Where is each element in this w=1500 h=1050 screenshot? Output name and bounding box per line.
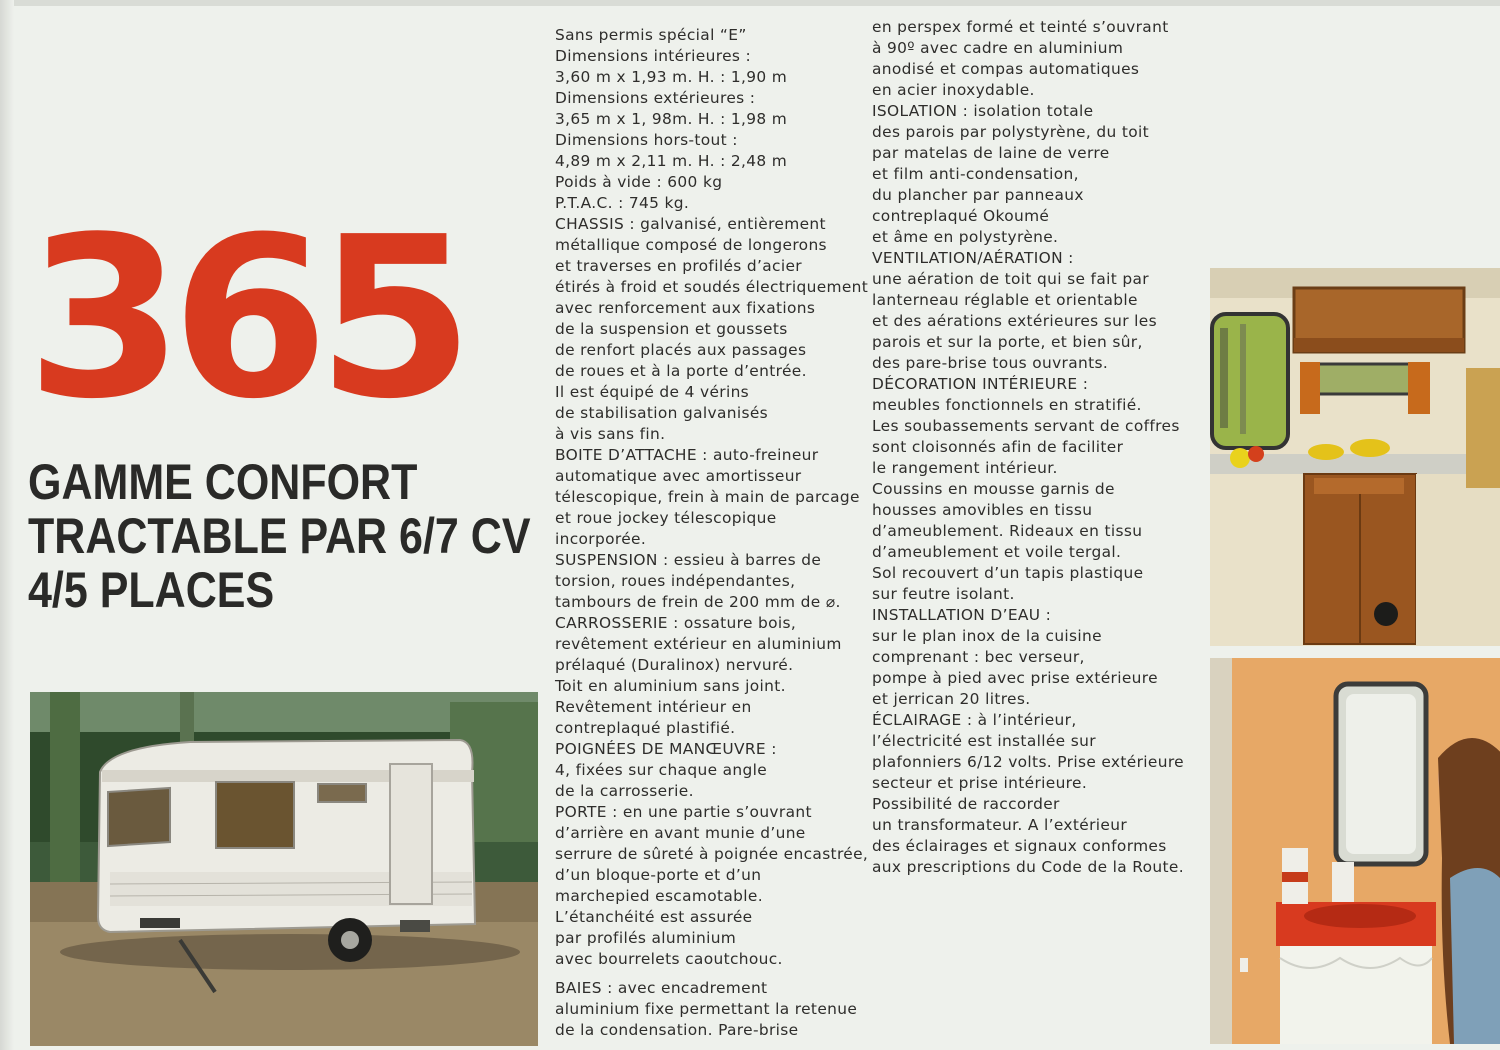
spec-line: à vis sans fin.: [555, 425, 666, 443]
spec-line: incorporée.: [555, 530, 647, 548]
spec-line: de la carrosserie.: [555, 782, 694, 800]
spec-line: automatique avec amortisseur: [555, 467, 802, 485]
spec-line: sur feutre isolant.: [872, 585, 1015, 603]
spec-line: INSTALLATION D’EAU :: [872, 606, 1052, 624]
spec-line: housses amovibles en tissu: [872, 501, 1093, 519]
spec-line: marchepied escamotable.: [555, 887, 763, 905]
spec-line: anodisé et compas automatiques: [872, 60, 1140, 78]
spec-line: Dimensions hors-tout :: [555, 131, 738, 149]
washroom-interior-photo: [1210, 658, 1500, 1044]
spec-line: d’ameublement et voile tergal.: [872, 543, 1122, 561]
spec-line: de la condensation. Pare-brise: [555, 1021, 799, 1039]
spec-column-1: [555, 25, 868, 1041]
spec-line: Coussins en mousse garnis de: [872, 480, 1115, 498]
page-edge: [0, 0, 1500, 6]
spec-line: l’électricité est installée sur: [872, 732, 1096, 750]
spec-line: lanterneau réglable et orientable: [872, 291, 1138, 309]
spec-line: contreplaqué Okoumé: [872, 207, 1050, 225]
range-subtitle: [28, 455, 531, 617]
spec-line: VENTILATION/AÉRATION :: [872, 249, 1074, 267]
spec-line: SUSPENSION : essieu à barres de: [555, 551, 822, 569]
spec-line: par profilés aluminium: [555, 929, 737, 947]
spec-line: Poids à vide : 600 kg: [555, 173, 723, 191]
spec-line: des pare-brise tous ouvrants.: [872, 354, 1109, 372]
spec-line: le rangement intérieur.: [872, 459, 1058, 477]
spec-line: Il est équipé de 4 vérins: [555, 383, 750, 401]
spec-line: ÉCLAIRAGE : à l’intérieur,: [872, 711, 1077, 729]
spec-line: et traverses en profilés d’acier: [555, 257, 802, 275]
spec-line: Dimensions intérieures :: [555, 47, 752, 65]
spec-line: Possibilité de raccorder: [872, 795, 1060, 813]
spec-line: meubles fonctionnels en stratifié.: [872, 396, 1142, 414]
spec-line: L’étanchéité est assurée: [555, 908, 753, 926]
spec-line: de stabilisation galvanisés: [555, 404, 769, 422]
spec-line: torsion, roues indépendantes,: [555, 572, 796, 590]
spec-line: et roue jockey télescopique: [555, 509, 777, 527]
spec-line: d’ameublement. Rideaux en tissu: [872, 522, 1143, 540]
spec-line: Toit en aluminium sans joint.: [555, 677, 786, 695]
spec-line: sur le plan inox de la cuisine: [872, 627, 1102, 645]
spec-line: avec renforcement aux fixations: [555, 299, 816, 317]
subtitle-line-range: GAMME CONFORT: [28, 454, 418, 510]
spec-line: avec bourrelets caoutchouc.: [555, 950, 783, 968]
spec-line: et film anti-condensation,: [872, 165, 1079, 183]
spec-line: secteur et prise intérieure.: [872, 774, 1088, 792]
spec-line: télescopique, frein à main de parcage: [555, 488, 860, 506]
spec-line: étirés à froid et soudés électriquement: [555, 278, 869, 296]
spec-line: à 90º avec cadre en aluminium: [872, 39, 1124, 57]
subtitle-line-towing: TRACTABLE PAR 6/7 CV: [28, 508, 531, 564]
spec-line: contreplaqué plastifié.: [555, 719, 736, 737]
spec-line: 3,65 m x 1, 98m. H. : 1,98 m: [555, 110, 788, 128]
spec-line: et des aérations extérieures sur les: [872, 312, 1157, 330]
spec-line: du plancher par panneaux: [872, 186, 1084, 204]
spec-line: un transformateur. A l’extérieur: [872, 816, 1127, 834]
spec-line: CARROSSERIE : ossature bois,: [555, 614, 797, 632]
spec-line: des parois par polystyrène, du toit: [872, 123, 1149, 141]
spec-line: et jerrican 20 litres.: [872, 690, 1031, 708]
spec-line: BAIES : avec encadrement: [555, 979, 768, 997]
spec-line: P.T.A.C. : 745 kg.: [555, 194, 690, 212]
spec-line: de renfort placés aux passages: [555, 341, 807, 359]
spec-line: une aération de toit qui se fait par: [872, 270, 1149, 288]
spec-line: Sol recouvert d’un tapis plastique: [872, 564, 1144, 582]
spec-line: en acier inoxydable.: [872, 81, 1035, 99]
spec-line: POIGNÉES DE MANŒUVRE :: [555, 740, 777, 758]
subtitle-line-seats: 4/5 PLACES: [28, 562, 275, 618]
kitchen-interior-photo: [1210, 268, 1500, 646]
spec-line: DÉCORATION INTÉRIEURE :: [872, 375, 1089, 393]
spec-line: Sans permis spécial “E”: [555, 26, 747, 44]
spec-line: 4,89 m x 2,11 m. H. : 2,48 m: [555, 152, 788, 170]
spec-line: des éclairages et signaux conformes: [872, 837, 1167, 855]
caravan-exterior-photo: [30, 692, 538, 1046]
model-number-heading: 365: [26, 190, 462, 448]
spec-line: ISOLATION : isolation totale: [872, 102, 1094, 120]
spec-line: serrure de sûreté à poignée encastrée,: [555, 845, 869, 863]
spec-line: 4, fixées sur chaque angle: [555, 761, 768, 779]
paragraph-gap: [555, 970, 868, 978]
spec-line: en perspex formé et teinté s’ouvrant: [872, 18, 1169, 36]
spec-line: métallique composé de longerons: [555, 236, 827, 254]
spec-line: pompe à pied avec prise extérieure: [872, 669, 1158, 687]
spec-line: aux prescriptions du Code de la Route.: [872, 858, 1184, 876]
spec-line: prélaqué (Duralinox) nervuré.: [555, 656, 794, 674]
spec-line: et âme en polystyrène.: [872, 228, 1059, 246]
spec-line: PORTE : en une partie s’ouvrant: [555, 803, 812, 821]
page-binding-shadow: [0, 0, 14, 1050]
spec-line: Dimensions extérieures :: [555, 89, 756, 107]
spec-line: de la suspension et goussets: [555, 320, 788, 338]
spec-line: comprenant : bec verseur,: [872, 648, 1085, 666]
spec-line: CHASSIS : galvanisé, entièrement: [555, 215, 826, 233]
spec-line: d’un bloque-porte et d’un: [555, 866, 762, 884]
spec-line: BOITE D’ATTACHE : auto-freineur: [555, 446, 819, 464]
spec-line: de roues et à la porte d’entrée.: [555, 362, 807, 380]
spec-line: Revêtement intérieur en: [555, 698, 752, 716]
spec-line: aluminium fixe permettant la retenue: [555, 1000, 858, 1018]
spec-line: sont cloisonnés afin de faciliter: [872, 438, 1124, 456]
spec-line: revêtement extérieur en aluminium: [555, 635, 842, 653]
spec-line: Les soubassements servant de coffres: [872, 417, 1180, 435]
spec-line: tambours de frein de 200 mm de ⌀.: [555, 593, 841, 611]
spec-line: parois et sur la porte, et bien sûr,: [872, 333, 1143, 351]
spec-column-2: [872, 17, 1184, 878]
spec-line: plafonniers 6/12 volts. Prise extérieure: [872, 753, 1184, 771]
spec-line: d’arrière en avant munie d’une: [555, 824, 806, 842]
spec-line: par matelas de laine de verre: [872, 144, 1110, 162]
spec-line: 3,60 m x 1,93 m. H. : 1,90 m: [555, 68, 788, 86]
